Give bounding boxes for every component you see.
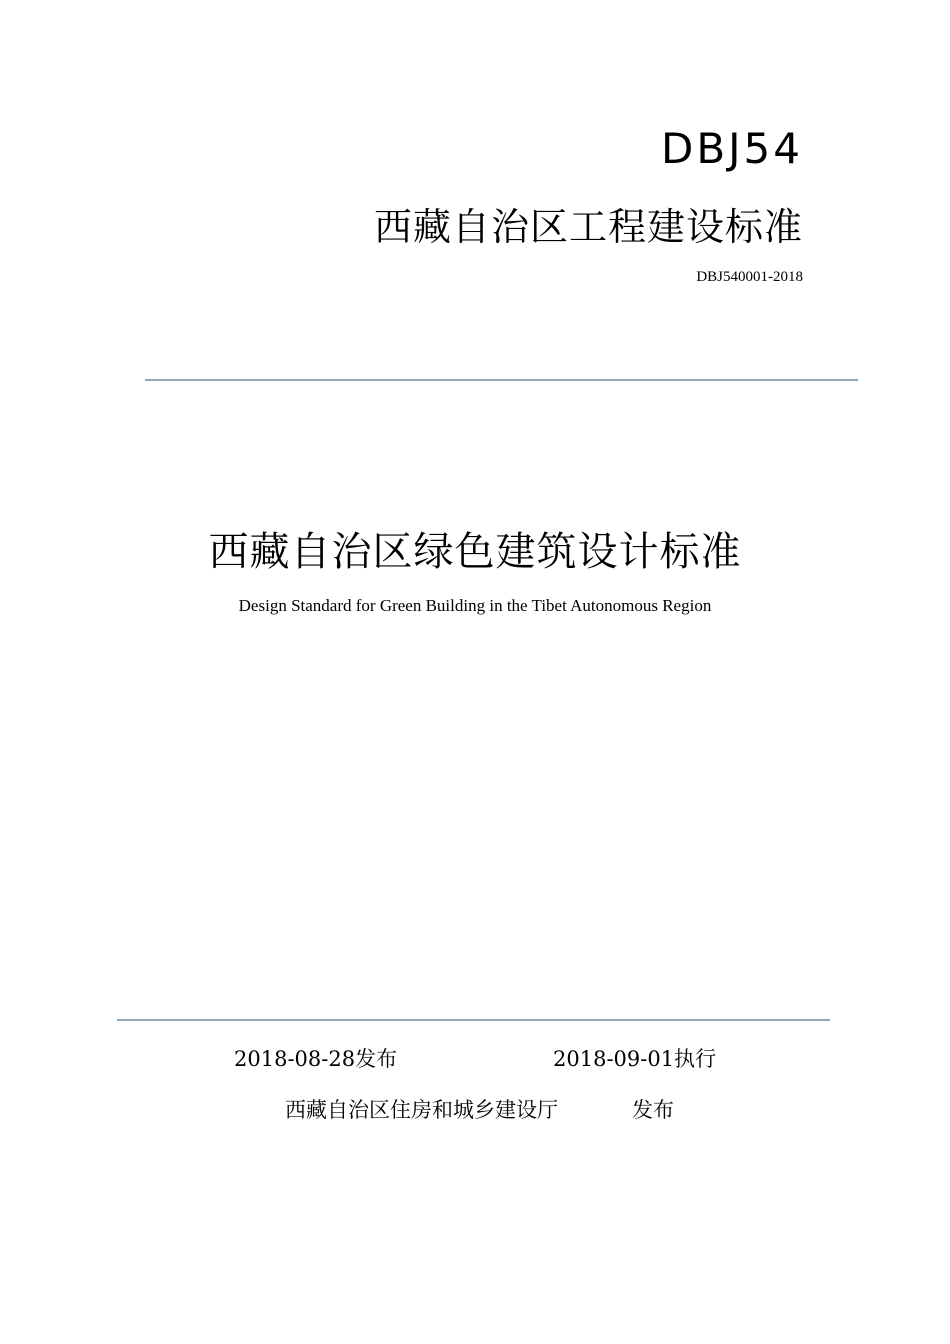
top-divider (145, 379, 858, 381)
effective-date: 2018-09-01执行 (553, 1047, 717, 1071)
document-title-english: Design Standard for Green Building in the Tibet Autonomous Region (238, 596, 712, 615)
bottom-divider (117, 1019, 830, 1021)
issuing-action: 发布 (632, 1098, 674, 1122)
issue-date: 2018-08-28发布 (234, 1047, 398, 1071)
issuing-authority: 西藏自治区住房和城乡建设厅 (285, 1098, 558, 1122)
category-title: 西藏自治区工程建设标准 (373, 205, 803, 249)
standard-number: DBJ540001-2018 (696, 269, 803, 285)
document-title: 西藏自治区绿色建筑设计标准 (208, 529, 742, 575)
series-code: DBJ54 (661, 124, 803, 173)
